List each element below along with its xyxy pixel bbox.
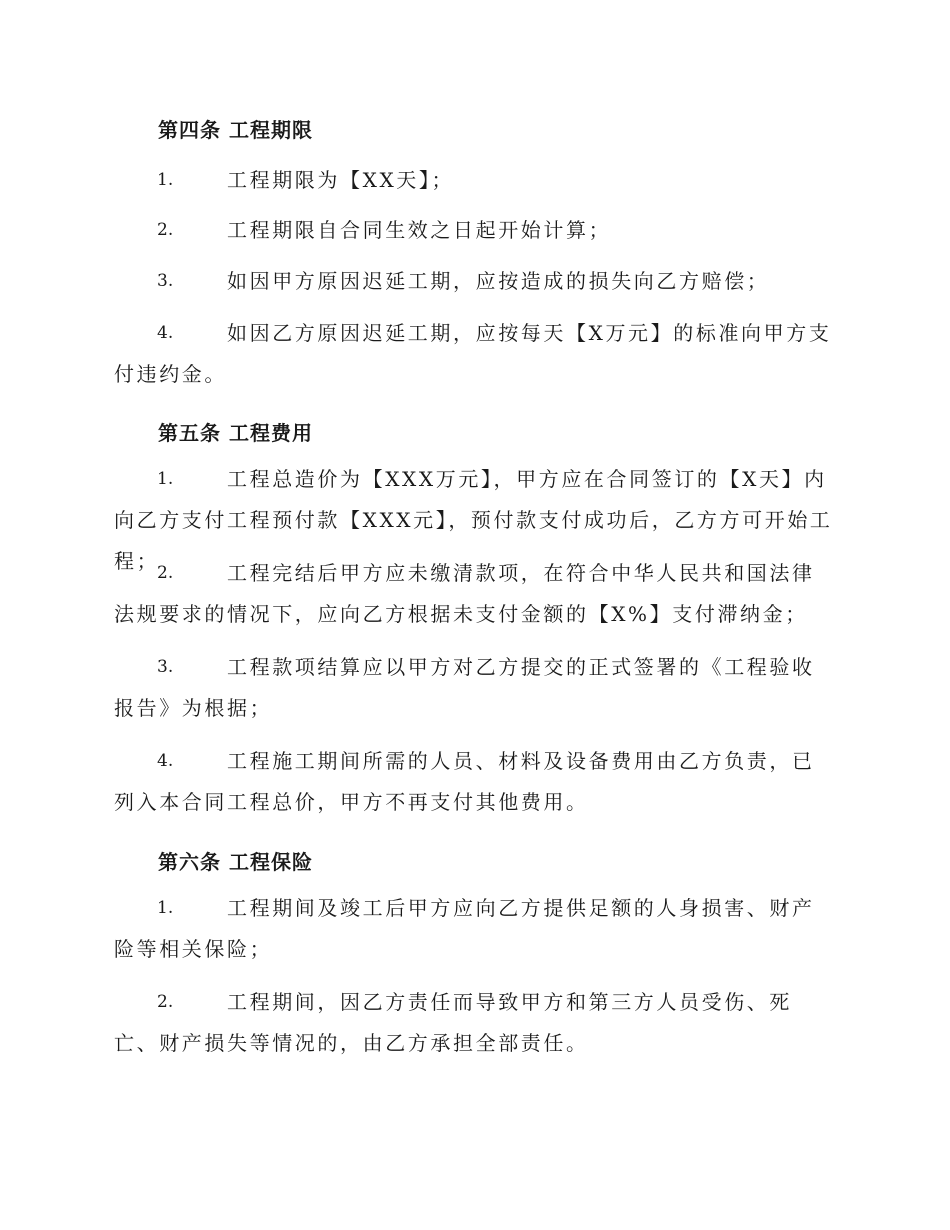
list-item-4-3 — [114, 261, 834, 302]
item-number: 3. — [157, 271, 174, 291]
list-item-4-2 — [114, 210, 834, 251]
item-number: 1. — [157, 469, 174, 489]
item-text: 工程施工期间所需的人员、材料及设备费用由乙方负责，已列入本合同工程总价，甲方不再支付其他费用。 — [114, 749, 815, 814]
list-item-4-1 — [114, 160, 834, 201]
section-title-article-6: 第六条 工程保险 — [158, 850, 313, 874]
item-number: 3. — [157, 657, 174, 677]
list-item-6-2 — [114, 982, 834, 1064]
item-text: 工程期间及竣工后甲方应向乙方提供足额的人身损害、财产险等相关保险； — [114, 896, 815, 961]
list-item-5-4 — [114, 741, 834, 823]
item-text: 工程期间，因乙方责任而导致甲方和第三方人员受伤、死亡、财产损失等情况的，由乙方承担全部责任。 — [114, 990, 792, 1055]
section-title-article-4: 第四条 工程期限 — [158, 118, 313, 142]
section-title-article-5: 第五条 工程费用 — [158, 421, 313, 445]
list-item-4-4 — [114, 313, 834, 395]
item-text: 工程期限自合同生效之日起开始计算； — [227, 218, 612, 242]
item-number: 2. — [157, 220, 174, 240]
item-text: 工程总造价为【XXX万元】，甲方应在合同签订的【X天】内向乙方支付工程预付款【XXX元】，预付款支付成功后，乙方方可开始工程； — [114, 467, 833, 573]
item-text: 工程期限为【XX天】； — [227, 168, 455, 192]
item-number: 4. — [157, 323, 174, 343]
list-item-6-1 — [114, 888, 834, 970]
item-number: 1. — [157, 170, 174, 190]
item-text: 工程完结后甲方应未缴清款项，在符合中华人民共和国法律法规要求的情况下，应向乙方根据未支付金额的【X%】支付滞纳金； — [114, 561, 815, 626]
item-text: 工程款项结算应以甲方对乙方提交的正式签署的《工程验收报告》为根据； — [114, 655, 815, 720]
item-text: 如因乙方原因迟延工期，应按每天【X万元】的标准向甲方支付违约金。 — [114, 321, 832, 386]
item-number: 2. — [157, 563, 174, 583]
list-item-5-2 — [114, 553, 834, 635]
item-number: 4. — [157, 751, 174, 771]
item-number: 1. — [157, 898, 174, 918]
list-item-5-3 — [114, 647, 834, 729]
item-text: 如因甲方原因迟延工期，应按造成的损失向乙方赔偿； — [227, 269, 770, 293]
item-number: 2. — [157, 992, 174, 1012]
